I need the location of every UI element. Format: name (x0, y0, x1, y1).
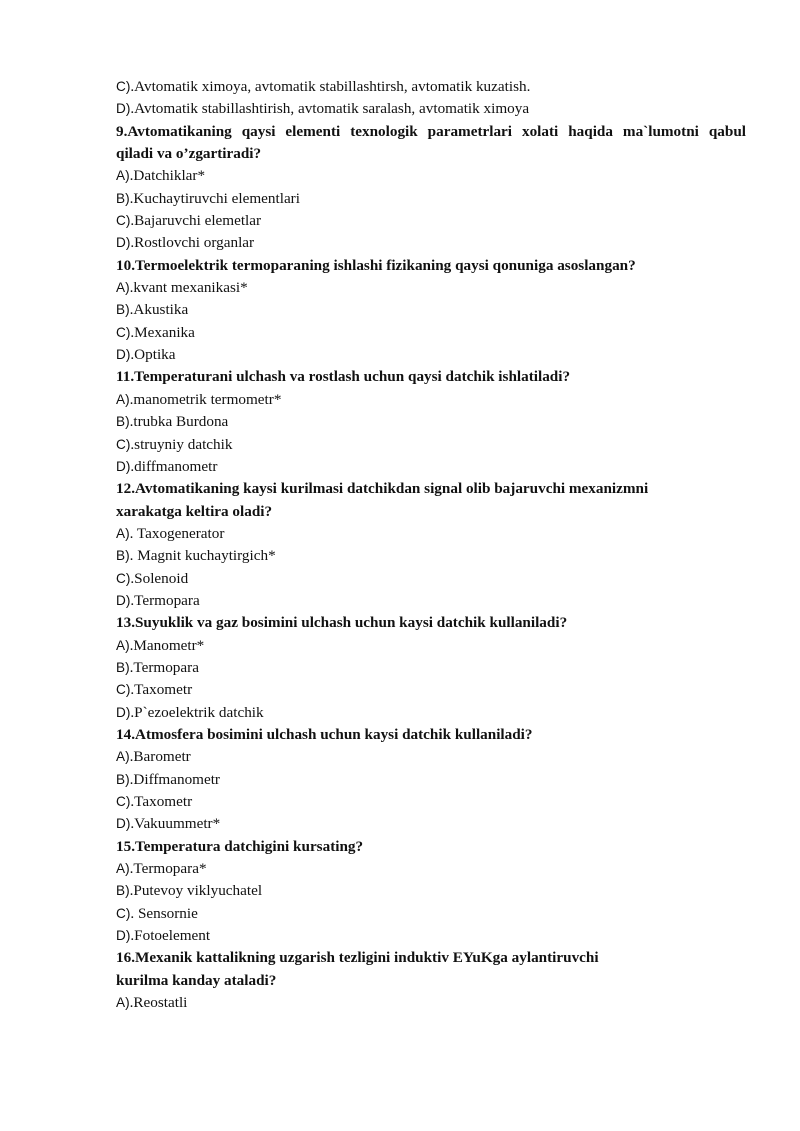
question-line: kurilma kanday ataladi? (116, 971, 277, 989)
option-text: .Avtomatik stabillashtirish, avtomatik saralash, avtomatik ximoya (130, 100, 530, 118)
answer-option (116, 746, 746, 768)
option-text: .Rostlovchi organlar (130, 234, 255, 252)
option-text: .Optika (130, 346, 176, 364)
answer-option (116, 277, 746, 299)
answer-option (116, 344, 746, 366)
option-text: .Manometr* (129, 636, 205, 654)
question-line: 14.Atmosfera bosimini ulchash uchun kaysi datchik kullaniladi? (116, 725, 533, 743)
option-text: .Akustika (129, 301, 189, 319)
option-text: .Solenoid (130, 569, 189, 587)
question-line: 12.Avtomatikaning kaysi kurilmasi datchikdan signal olib bajaruvchi mexanizmni (116, 480, 649, 498)
answer-option (116, 858, 746, 880)
option-text: .kvant mexanikasi* (129, 279, 248, 297)
answer-option (116, 925, 746, 947)
option-text: .Mexanika (130, 323, 195, 341)
answer-option (116, 523, 746, 545)
option-text: .manometrik termometr* (129, 390, 282, 408)
answer-option (116, 992, 746, 1014)
option-text: . Magnit kuchaytirgich* (129, 547, 276, 565)
option-letter: B) (116, 190, 130, 206)
option-text: . Sensornie (130, 904, 198, 922)
option-text: .Avtomatik ximoya, avtomatik stabillashtirsh, avtomatik kuzatish. (130, 78, 531, 95)
answer-option (116, 76, 746, 98)
question-line: qiladi va o’zgartiradi? (116, 145, 262, 163)
option-letter: B) (116, 548, 130, 564)
answer-option (116, 903, 746, 925)
answer-option (116, 188, 746, 210)
option-text: .struyniy datchik (130, 435, 233, 453)
answer-option (116, 98, 746, 120)
option-letter: D) (116, 592, 131, 608)
option-text: .Barometr (129, 748, 191, 766)
document-page (116, 76, 746, 1014)
option-text: .Datchiklar* (129, 167, 206, 185)
option-letter: D) (116, 101, 131, 117)
option-letter: C) (116, 436, 131, 452)
option-letter: C) (116, 794, 131, 809)
question-line: 10.Termoelektrik termoparaning ishlashi fizikaning qaysi qonuniga asoslangan? (116, 256, 636, 274)
option-letter: D) (116, 458, 131, 474)
option-letter: A) (116, 391, 130, 407)
answer-option (116, 791, 746, 813)
option-text: .Taxometr (130, 793, 193, 810)
option-text: .P`ezoelektrik datchik (130, 703, 264, 721)
option-text: .Fotoelement (130, 927, 211, 945)
option-text: .Termopara (130, 591, 200, 609)
question-line: 15.Temperatura datchigini kursating? (116, 837, 364, 855)
option-letter: D) (116, 235, 131, 251)
answer-option (116, 568, 746, 590)
answer-option (116, 590, 746, 612)
option-letter: C) (116, 570, 131, 586)
question-line: xarakatga keltira oladi? (116, 502, 273, 520)
option-letter: C) (116, 213, 131, 229)
answer-option (116, 813, 746, 835)
option-text: .Kuchaytiruvchi elementlari (129, 189, 300, 207)
option-text: . Taxogenerator (129, 524, 225, 542)
answer-option (116, 657, 746, 679)
answer-option (116, 232, 746, 254)
option-letter: C) (116, 682, 131, 698)
option-text: .Putevoy viklyuchatel (129, 882, 263, 900)
answer-option (116, 210, 746, 232)
option-letter: C) (116, 905, 131, 921)
option-text: .Bajaruvchi elemetlar (130, 212, 262, 230)
option-letter: D) (116, 928, 131, 944)
option-letter: A) (116, 525, 130, 541)
option-text: .Diffmanometr (129, 770, 220, 788)
option-letter: A) (116, 637, 130, 653)
option-letter: B) (116, 771, 130, 787)
option-letter: D) (116, 704, 131, 720)
answer-option (116, 545, 746, 567)
answer-option (116, 880, 746, 902)
option-letter: C) (116, 324, 131, 340)
answer-option (116, 389, 746, 411)
option-text: .Taxometr (130, 681, 193, 699)
answer-option (116, 299, 746, 321)
answer-option (116, 702, 746, 724)
option-text: .Reostatli (129, 994, 188, 1012)
question-line: 16.Mexanik kattalikning uzgarish tezligini induktiv EYuKga aylantiruvchi (116, 949, 599, 967)
option-letter: A) (116, 168, 130, 184)
option-letter: B) (116, 414, 130, 430)
question-line: 11.Temperaturani ulchash va rostlash uchun qaysi datchik ishlatiladi? (116, 368, 571, 386)
answer-option (116, 679, 746, 701)
answer-option (116, 769, 746, 791)
question-line: 9.Avtomatikaning qaysi elementi texnologik parametrlari xolati haqida ma`lumotni qabul (116, 122, 746, 140)
option-letter: D) (116, 347, 131, 363)
answer-option (116, 322, 746, 344)
option-letter: A) (116, 861, 130, 877)
answer-option (116, 635, 746, 657)
answer-option (116, 165, 746, 187)
option-text: .Vakuummetr* (130, 815, 221, 833)
answer-option (116, 411, 746, 433)
option-text: .diffmanometr (130, 457, 218, 475)
answer-option (116, 456, 746, 478)
option-text: .trubka Burdona (129, 413, 229, 431)
option-letter: D) (116, 816, 131, 832)
option-letter: A) (116, 995, 130, 1011)
option-letter: A) (116, 749, 130, 765)
option-letter: B) (116, 659, 130, 675)
option-text: .Termopara* (129, 860, 207, 878)
question-line: 13.Suyuklik va gaz bosimini ulchash uchun kaysi datchik kullaniladi? (116, 614, 568, 632)
option-letter: A) (116, 280, 130, 296)
answer-option (116, 434, 746, 456)
option-letter: C) (116, 79, 131, 94)
option-letter: B) (116, 883, 130, 899)
option-text: .Termopara (129, 658, 199, 676)
option-letter: B) (116, 302, 130, 318)
